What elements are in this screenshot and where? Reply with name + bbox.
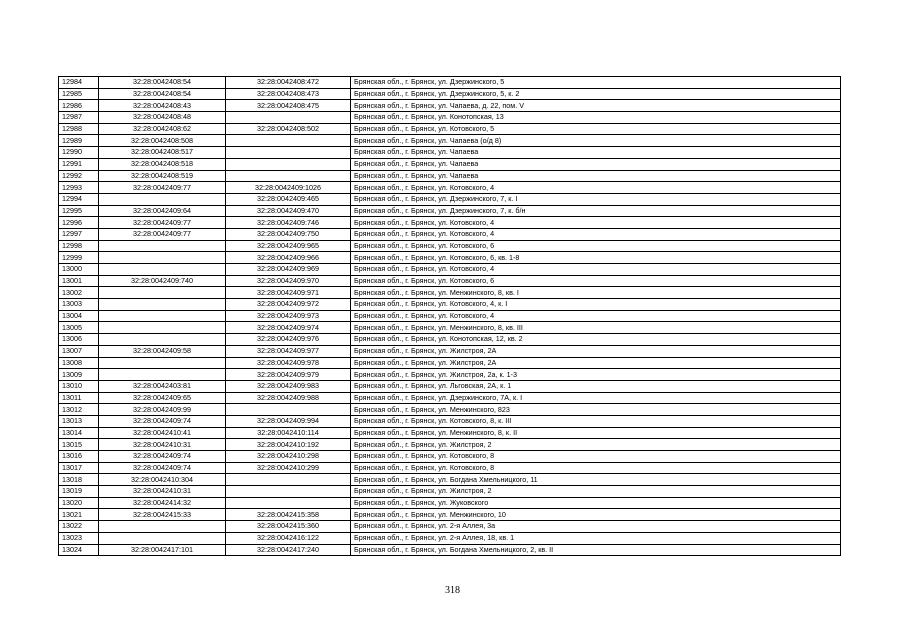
address-cell: Брянская обл., г. Брянск, ул. Чапаева [351, 158, 841, 170]
record-number-cell: 12985 [59, 88, 99, 100]
address-cell: Брянская обл., г. Брянск, ул. Жилстроя, 2А [351, 345, 841, 357]
record-number-cell: 12999 [59, 252, 99, 264]
land-parcel-number-cell: 32:28:0042410:31 [99, 439, 226, 451]
address-cell: Брянская обл., г. Брянск, ул. Жилстроя, 2а, к. 1-3 [351, 369, 841, 381]
land-parcel-number-cell: 32:28:0042408:519 [99, 170, 226, 182]
address-cell: Брянская обл., г. Брянск, ул. Менжинского, 8, к. II [351, 427, 841, 439]
table-row [59, 404, 841, 416]
land-parcel-number-cell: 32:28:0042408:518 [99, 158, 226, 170]
table-row [59, 497, 841, 509]
record-number-cell: 12992 [59, 170, 99, 182]
address-cell: Брянская обл., г. Брянск, ул. Конотопская, 12, кв. 2 [351, 334, 841, 346]
address-cell: Брянская обл., г. Брянск, ул. Менжинского, 10 [351, 509, 841, 521]
land-parcel-number-cell: 32:28:0042408:517 [99, 147, 226, 159]
record-number-cell: 13006 [59, 334, 99, 346]
land-parcel-number-cell: 32:28:0042409:64 [99, 205, 226, 217]
record-number-cell: 13007 [59, 345, 99, 357]
record-number-cell: 13003 [59, 299, 99, 311]
record-number-cell: 13011 [59, 392, 99, 404]
object-number-cell: 32:28:0042409:977 [226, 345, 351, 357]
address-cell: Брянская обл., г. Брянск, ул. Котовского, 4 [351, 182, 841, 194]
record-number-cell: 12997 [59, 228, 99, 240]
address-cell: Брянская обл., г. Брянск, ул. Котовского, 4, к. I [351, 299, 841, 311]
land-parcel-number-cell: 32:28:0042410:31 [99, 486, 226, 498]
record-number-cell: 12984 [59, 77, 99, 89]
land-parcel-number-cell: 32:28:0042410:304 [99, 474, 226, 486]
address-cell: Брянская обл., г. Брянск, ул. Дзержинского, 7, к. б/н [351, 205, 841, 217]
address-cell: Брянская обл., г. Брянск, ул. Чапаева [351, 170, 841, 182]
land-parcel-number-cell: 32:28:0042403:81 [99, 380, 226, 392]
record-number-cell: 12995 [59, 205, 99, 217]
address-cell: Брянская обл., г. Брянск, ул. Котовского, 6, кв. 1-8 [351, 252, 841, 264]
object-number-cell: 32:28:0042410:114 [226, 427, 351, 439]
object-number-cell: 32:28:0042416:122 [226, 532, 351, 544]
record-number-cell: 12989 [59, 135, 99, 147]
address-cell: Брянская обл., г. Брянск, ул. Дзержинского, 7, к. I [351, 193, 841, 205]
table-row [59, 135, 841, 147]
record-number-cell: 13005 [59, 322, 99, 334]
land-parcel-number-cell [99, 369, 226, 381]
land-parcel-number-cell: 32:28:0042414:32 [99, 497, 226, 509]
record-number-cell: 12998 [59, 240, 99, 252]
record-number-cell: 12986 [59, 100, 99, 112]
table-row [59, 88, 841, 100]
object-number-cell: 32:28:0042409:979 [226, 369, 351, 381]
record-number-cell: 12987 [59, 112, 99, 124]
table-row [59, 392, 841, 404]
object-number-cell: 32:28:0042415:360 [226, 521, 351, 533]
address-cell: Брянская обл., г. Брянск, ул. 2-я Аллея, 3а [351, 521, 841, 533]
object-number-cell: 32:28:0042415:358 [226, 509, 351, 521]
object-number-cell: 32:28:0042409:750 [226, 228, 351, 240]
table-row [59, 427, 841, 439]
table-row [59, 345, 841, 357]
address-cell: Брянская обл., г. Брянск, ул. Жилстроя, 2 [351, 486, 841, 498]
address-cell: Брянская обл., г. Брянск, ул. Котовского, 8, к. III [351, 415, 841, 427]
land-parcel-number-cell: 32:28:0042408:54 [99, 77, 226, 89]
table-row [59, 170, 841, 182]
record-number-cell: 13001 [59, 275, 99, 287]
table-row [59, 123, 841, 135]
address-cell: Брянская обл., г. Брянск, ул. Котовского, 6 [351, 240, 841, 252]
object-number-cell: 32:28:0042408:502 [226, 123, 351, 135]
address-cell: Брянская обл., г. Брянск, ул. Котовского, 8 [351, 451, 841, 463]
address-cell: Брянская обл., г. Брянск, ул. Менжинского, 8, кв. III [351, 322, 841, 334]
object-number-cell: 32:28:0042417:240 [226, 544, 351, 556]
record-number-cell: 13018 [59, 474, 99, 486]
table-row [59, 205, 841, 217]
land-parcel-number-cell: 32:28:0042409:77 [99, 228, 226, 240]
object-number-cell: 32:28:0042410:192 [226, 439, 351, 451]
object-number-cell: 32:28:0042409:470 [226, 205, 351, 217]
record-number-cell: 13008 [59, 357, 99, 369]
table-row [59, 158, 841, 170]
record-number-cell: 13013 [59, 415, 99, 427]
object-number-cell: 32:28:0042409:972 [226, 299, 351, 311]
object-number-cell [226, 497, 351, 509]
address-cell: Брянская обл., г. Брянск, ул. Дзержинского, 5 [351, 77, 841, 89]
land-parcel-number-cell: 32:28:0042408:62 [99, 123, 226, 135]
registry-table-body [59, 77, 841, 556]
address-cell: Брянская обл., г. Брянск, ул. Дзержинского, 7А, к. I [351, 392, 841, 404]
record-number-cell: 12988 [59, 123, 99, 135]
land-parcel-number-cell: 32:28:0042415:33 [99, 509, 226, 521]
record-number-cell: 13024 [59, 544, 99, 556]
land-parcel-number-cell: 32:28:0042417:101 [99, 544, 226, 556]
land-parcel-number-cell: 32:28:0042408:508 [99, 135, 226, 147]
object-number-cell [226, 486, 351, 498]
record-number-cell: 13020 [59, 497, 99, 509]
object-number-cell [226, 135, 351, 147]
table-row [59, 521, 841, 533]
record-number-cell: 13016 [59, 451, 99, 463]
table-row [59, 264, 841, 276]
table-row [59, 182, 841, 194]
table-row [59, 240, 841, 252]
table-row [59, 474, 841, 486]
address-cell: Брянская обл., г. Брянск, ул. Чапаева [351, 147, 841, 159]
record-number-cell: 13022 [59, 521, 99, 533]
table-row [59, 439, 841, 451]
land-parcel-number-cell: 32:28:0042409:74 [99, 462, 226, 474]
object-number-cell: 32:28:0042409:465 [226, 193, 351, 205]
land-parcel-number-cell [99, 532, 226, 544]
record-number-cell: 12991 [59, 158, 99, 170]
object-number-cell: 32:28:0042410:299 [226, 462, 351, 474]
address-cell: Брянская обл., г. Брянск, ул. 2-я Аллея, 18, кв. 1 [351, 532, 841, 544]
table-row [59, 147, 841, 159]
record-number-cell: 13009 [59, 369, 99, 381]
record-number-cell: 13000 [59, 264, 99, 276]
table-row [59, 532, 841, 544]
address-cell: Брянская обл., г. Брянск, ул. Котовского, 4 [351, 228, 841, 240]
address-cell: Брянская обл., г. Брянск, ул. Менжинского, 8, кв. I [351, 287, 841, 299]
table-row [59, 228, 841, 240]
land-parcel-number-cell: 32:28:0042409:99 [99, 404, 226, 416]
record-number-cell: 13015 [59, 439, 99, 451]
table-row [59, 100, 841, 112]
land-parcel-number-cell: 32:28:0042408:54 [99, 88, 226, 100]
object-number-cell: 32:28:0042409:746 [226, 217, 351, 229]
land-parcel-number-cell: 32:28:0042409:77 [99, 217, 226, 229]
record-number-cell: 13021 [59, 509, 99, 521]
land-parcel-number-cell: 32:28:0042409:65 [99, 392, 226, 404]
table-row [59, 252, 841, 264]
address-cell: Брянская обл., г. Брянск, ул. Котовского, 4 [351, 264, 841, 276]
land-parcel-number-cell: 32:28:0042409:74 [99, 415, 226, 427]
object-number-cell: 32:28:0042410:298 [226, 451, 351, 463]
record-number-cell: 12996 [59, 217, 99, 229]
object-number-cell: 32:28:0042409:988 [226, 392, 351, 404]
address-cell: Брянская обл., г. Брянск, ул. Конотопская, 13 [351, 112, 841, 124]
table-row [59, 462, 841, 474]
record-number-cell: 13017 [59, 462, 99, 474]
object-number-cell: 32:28:0042409:970 [226, 275, 351, 287]
address-cell: Брянская обл., г. Брянск, ул. Котовского, 5 [351, 123, 841, 135]
land-parcel-number-cell: 32:28:0042408:43 [99, 100, 226, 112]
object-number-cell [226, 404, 351, 416]
table-row [59, 509, 841, 521]
object-number-cell: 32:28:0042409:983 [226, 380, 351, 392]
record-number-cell: 12990 [59, 147, 99, 159]
address-cell: Брянская обл., г. Брянск, ул. Чапаева (о/д 8) [351, 135, 841, 147]
object-number-cell [226, 158, 351, 170]
table-row [59, 193, 841, 205]
table-row [59, 486, 841, 498]
record-number-cell: 13019 [59, 486, 99, 498]
table-row [59, 217, 841, 229]
land-parcel-number-cell: 32:28:0042409:740 [99, 275, 226, 287]
object-number-cell: 32:28:0042409:1026 [226, 182, 351, 194]
table-row [59, 334, 841, 346]
table-row [59, 77, 841, 89]
address-cell: Брянская обл., г. Брянск, ул. Дзержинского, 5, к. 2 [351, 88, 841, 100]
land-parcel-number-cell [99, 357, 226, 369]
table-row [59, 112, 841, 124]
address-cell: Брянская обл., г. Брянск, ул. Жилстроя, 2 [351, 439, 841, 451]
object-number-cell [226, 147, 351, 159]
address-cell: Брянская обл., г. Брянск, ул. Котовского, 4 [351, 310, 841, 322]
land-parcel-number-cell [99, 193, 226, 205]
page-number: 318 [445, 585, 460, 596]
table-row [59, 369, 841, 381]
object-number-cell [226, 170, 351, 182]
record-number-cell: 13010 [59, 380, 99, 392]
land-parcel-number-cell: 32:28:0042408:48 [99, 112, 226, 124]
land-parcel-number-cell: 32:28:0042410:41 [99, 427, 226, 439]
land-parcel-number-cell [99, 264, 226, 276]
land-parcel-number-cell [99, 252, 226, 264]
land-parcel-number-cell [99, 240, 226, 252]
object-number-cell: 32:28:0042409:994 [226, 415, 351, 427]
table-row [59, 357, 841, 369]
address-cell: Брянская обл., г. Брянск, ул. Котовского, 6 [351, 275, 841, 287]
object-number-cell: 32:28:0042409:969 [226, 264, 351, 276]
record-number-cell: 13002 [59, 287, 99, 299]
object-number-cell: 32:28:0042408:472 [226, 77, 351, 89]
land-parcel-number-cell [99, 299, 226, 311]
land-parcel-number-cell [99, 521, 226, 533]
object-number-cell: 32:28:0042409:966 [226, 252, 351, 264]
record-number-cell: 12993 [59, 182, 99, 194]
record-number-cell: 13023 [59, 532, 99, 544]
record-number-cell: 12994 [59, 193, 99, 205]
object-number-cell: 32:28:0042409:976 [226, 334, 351, 346]
address-cell: Брянская обл., г. Брянск, ул. Менжинского, 823 [351, 404, 841, 416]
address-cell: Брянская обл., г. Брянск, ул. Жуковского [351, 497, 841, 509]
object-number-cell [226, 474, 351, 486]
land-parcel-number-cell [99, 287, 226, 299]
table-row [59, 322, 841, 334]
registry-table [58, 76, 841, 556]
record-number-cell: 13004 [59, 310, 99, 322]
address-cell: Брянская обл., г. Брянск, ул. Чапаева, д. 22, пом. V [351, 100, 841, 112]
land-parcel-number-cell [99, 334, 226, 346]
object-number-cell: 32:28:0042409:974 [226, 322, 351, 334]
land-parcel-number-cell: 32:28:0042409:74 [99, 451, 226, 463]
table-row [59, 380, 841, 392]
record-number-cell: 13014 [59, 427, 99, 439]
table-row [59, 287, 841, 299]
object-number-cell: 32:28:0042409:971 [226, 287, 351, 299]
table-row [59, 415, 841, 427]
object-number-cell: 32:28:0042409:973 [226, 310, 351, 322]
object-number-cell: 32:28:0042409:978 [226, 357, 351, 369]
address-cell: Брянская обл., г. Брянск, ул. Котовского, 4 [351, 217, 841, 229]
land-parcel-number-cell: 32:28:0042409:77 [99, 182, 226, 194]
address-cell: Брянская обл., г. Брянск, ул. Льговская, 2А, к. 1 [351, 380, 841, 392]
land-parcel-number-cell: 32:28:0042409:58 [99, 345, 226, 357]
object-number-cell: 32:28:0042409:965 [226, 240, 351, 252]
table-row [59, 310, 841, 322]
object-number-cell: 32:28:0042408:473 [226, 88, 351, 100]
table-row [59, 544, 841, 556]
address-cell: Брянская обл., г. Брянск, ул. Богдана Хмельницкого, 11 [351, 474, 841, 486]
record-number-cell: 13012 [59, 404, 99, 416]
address-cell: Брянская обл., г. Брянск, ул. Богдана Хмельницкого, 2, кв. II [351, 544, 841, 556]
address-cell: Брянская обл., г. Брянск, ул. Жилстроя, 2А [351, 357, 841, 369]
object-number-cell [226, 112, 351, 124]
table-row [59, 299, 841, 311]
land-parcel-number-cell [99, 310, 226, 322]
object-number-cell: 32:28:0042408:475 [226, 100, 351, 112]
table-row [59, 451, 841, 463]
address-cell: Брянская обл., г. Брянск, ул. Котовского, 8 [351, 462, 841, 474]
land-parcel-number-cell [99, 322, 226, 334]
table-row [59, 275, 841, 287]
